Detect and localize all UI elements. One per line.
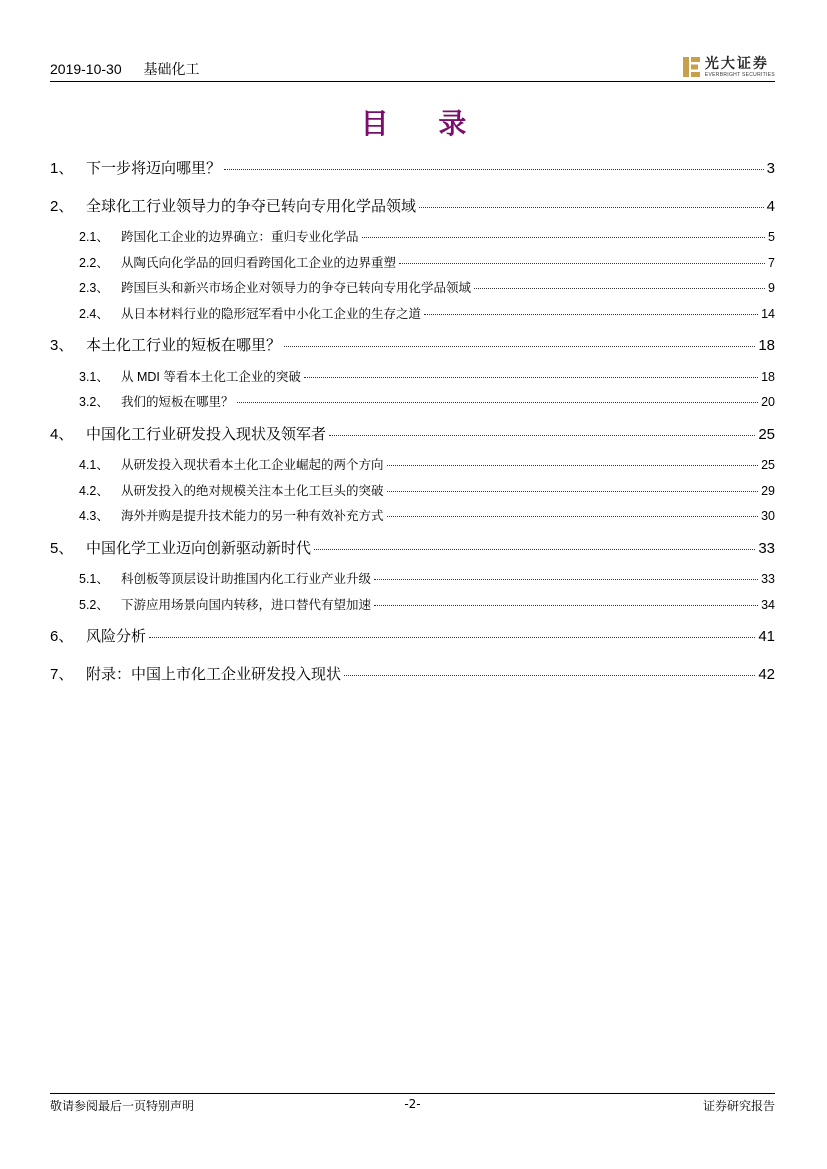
toc-title: 目 录 [360, 107, 487, 140]
toc-entry-title: 从日本材料行业的隐形冠军看中小化工企业的生存之道 [121, 306, 422, 321]
logo-english-name: EVERBRIGHT SECURITIES [704, 71, 775, 78]
toc-entry-title: 中国化工行业研发投入现状及领军者 [86, 425, 327, 443]
toc-section-entry[interactable] [50, 302, 775, 328]
toc-section-entry[interactable] [50, 251, 775, 277]
toc-entry-title: 风险分析 [86, 628, 147, 645]
toc-chapter-entry[interactable] [50, 416, 775, 454]
toc-entry-page: 18 [758, 337, 775, 354]
toc-entry-title: 从研发投入现状看本土化工企业崛起的两个方向 [121, 458, 384, 472]
toc-chapter-entry[interactable] [50, 656, 775, 694]
toc-entry-title: 科创板等顶层设计助推国内化工行业产业升级 [121, 572, 372, 586]
toc-section-entry[interactable] [50, 453, 775, 479]
toc-entry-page: 29 [761, 483, 775, 498]
toc-section-entry[interactable] [50, 593, 775, 619]
toc-entry-number: 2.2、 [79, 255, 109, 270]
toc-entry-title: 从 MDI 等看本土化工企业的突破 [121, 369, 301, 384]
toc-entry-title: 下一步将迈向哪里？ [86, 160, 222, 177]
toc-dot-leader [474, 288, 765, 289]
toc-dot-leader [399, 263, 765, 264]
toc-dot-leader [329, 435, 755, 436]
toc-entry-page: 33 [761, 572, 775, 586]
toc-entry-page: 5 [768, 230, 775, 244]
toc-entry-title: 海外并购是提升技术能力的另一种有效补充方式 [121, 509, 384, 523]
toc-dot-leader [374, 605, 758, 606]
toc-section-entry[interactable] [50, 504, 775, 530]
toc-dot-leader [387, 516, 759, 517]
header-divider [50, 81, 775, 82]
footer-divider [50, 1093, 775, 1094]
toc-entry-title: 本土化工行业的短板在哪里？ [86, 337, 282, 354]
toc-entry-page: 3 [766, 160, 775, 177]
toc-entry-number: 3、 [50, 337, 74, 354]
everbright-logo-icon [682, 56, 702, 78]
toc-dot-leader [237, 402, 759, 403]
toc-section-entry[interactable] [50, 567, 775, 593]
toc-entry-number: 2.4、 [79, 306, 109, 321]
toc-section-entry[interactable] [50, 390, 775, 416]
toc-entry-number: 5.1、 [79, 572, 109, 586]
footer-page-number: -2- [404, 1097, 421, 1111]
toc-entry-number: 4.2、 [79, 483, 109, 498]
toc-dot-leader [419, 207, 764, 208]
footer-disclaimer: 敬请参阅最后一页特别声明 [50, 1099, 195, 1113]
toc-entry-title: 附录：中国上市化工企业研发投入现状 [86, 665, 342, 683]
toc-entry-title: 下游应用场景向国内转移，进口替代有望加速 [121, 597, 372, 612]
toc-entry-page: 4 [766, 197, 775, 215]
toc-entry-title: 跨国巨头和新兴市场企业对领导力的争夺已转向专用化学品领域 [121, 281, 472, 295]
toc-entry-number: 4、 [50, 425, 74, 443]
table-of-contents [50, 150, 775, 693]
toc-entry-number: 1、 [50, 160, 74, 177]
report-date: 2019-10-30 [50, 61, 122, 77]
toc-dot-leader [224, 169, 764, 170]
toc-entry-number: 2.1、 [79, 230, 109, 244]
toc-entry-title: 我们的短板在哪里？ [121, 395, 234, 409]
toc-entry-number: 4.3、 [79, 509, 109, 523]
footer-report-type: 证券研究报告 [702, 1099, 775, 1113]
toc-entry-title: 从陶氏向化学品的回归看跨国化工企业的边界重塑 [121, 255, 397, 270]
toc-entry-page: 42 [758, 665, 775, 683]
toc-entry-page: 9 [768, 281, 775, 295]
toc-chapter-entry[interactable] [50, 150, 775, 188]
toc-entry-number: 5、 [50, 539, 74, 557]
toc-dot-leader [424, 314, 758, 315]
toc-entry-number: 6、 [50, 628, 74, 645]
toc-section-entry[interactable] [50, 365, 775, 391]
toc-entry-number: 3.2、 [79, 395, 109, 409]
toc-entry-number: 4.1、 [79, 458, 109, 472]
toc-entry-page: 20 [761, 395, 775, 409]
toc-section-entry[interactable] [50, 225, 775, 251]
toc-chapter-entry[interactable] [50, 530, 775, 568]
toc-dot-leader [374, 579, 758, 580]
toc-entry-number: 2.3、 [79, 281, 109, 295]
toc-dot-leader [284, 346, 755, 347]
toc-entry-page: 41 [758, 628, 775, 645]
toc-dot-leader [387, 491, 759, 492]
toc-section-entry[interactable] [50, 479, 775, 505]
logo-chinese-name: 光大证券 [704, 55, 769, 72]
toc-dot-leader [362, 237, 766, 238]
page-header [50, 52, 775, 82]
toc-entry-number: 5.2、 [79, 597, 109, 612]
report-sector: 基础化工 [143, 61, 200, 77]
toc-entry-page: 25 [761, 458, 775, 472]
toc-entry-number: 3.1、 [79, 369, 109, 384]
toc-entry-page: 7 [768, 255, 775, 270]
toc-dot-leader [314, 549, 755, 550]
toc-entry-number: 7、 [50, 665, 74, 683]
toc-dot-leader [387, 465, 759, 466]
toc-entry-title: 中国化学工业迈向创新驱动新时代 [86, 539, 312, 557]
toc-dot-leader [149, 637, 755, 638]
toc-dot-leader [344, 675, 755, 676]
toc-entry-title: 跨国化工企业的边界确立：重归专业化学品 [121, 230, 359, 244]
toc-entry-title: 从研发投入的绝对规模关注本土化工巨头的突破 [121, 483, 384, 498]
toc-entry-number: 2、 [50, 197, 74, 215]
toc-entry-page: 25 [758, 425, 775, 443]
toc-section-entry[interactable] [50, 276, 775, 302]
toc-entry-page: 18 [761, 369, 775, 384]
toc-chapter-entry[interactable] [50, 188, 775, 226]
toc-chapter-entry[interactable] [50, 618, 775, 656]
company-logo [682, 56, 775, 78]
toc-entry-page: 14 [761, 306, 775, 321]
toc-chapter-entry[interactable] [50, 327, 775, 365]
header-info [50, 59, 200, 79]
toc-entry-title: 全球化工行业领导力的争夺已转向专用化学品领域 [86, 197, 417, 215]
toc-entry-page: 30 [761, 509, 775, 523]
toc-dot-leader [304, 377, 758, 378]
toc-entry-page: 33 [758, 539, 775, 557]
toc-entry-page: 34 [761, 597, 775, 612]
